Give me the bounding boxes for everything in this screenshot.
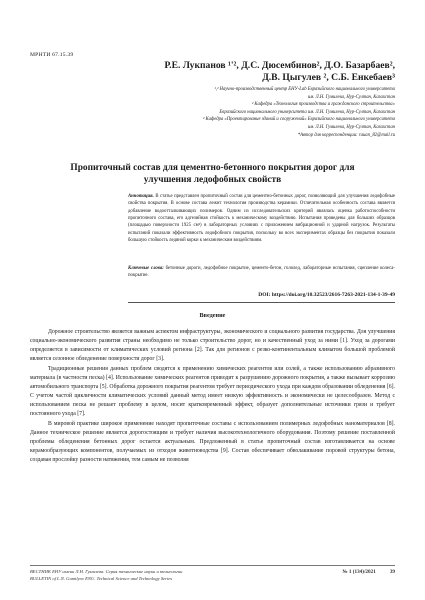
paragraph: В мировой практике широкое применение находят пропиточные составы с использованием полимерных ледофобных наноматериалов [8]. Данное техническое решение является дорогостоящим и требует наличия высокотехнологичного оборудования. Поэтому решение поставленной проблемы обледенения бетонных дорог остается актуальным. Предложенный в статье пропиточный состав изготавливается на основе керамообразующих компонентов, получаемых из отходов животноводства [9]. Состав обеспечивает обволакивание поровой структуры бетона, создавая прослойку разности натяжения, тем самым не позволяя (30, 420, 395, 464)
affiliation-line: ² Кафедра «Технология производства и гражданского строительства» (251, 102, 395, 108)
footer-divider (30, 565, 395, 566)
divider (128, 302, 395, 303)
journal-name (30, 568, 182, 582)
authors (95, 60, 395, 84)
affiliation-line: им. Л.Н. Гумилева, Нур-Султан, Казахстан (307, 94, 395, 100)
authors-line-1: Р.Е. Лукпанов ¹'², Д.С. Дюсембинов², Д.О. Базарбаев², (164, 60, 395, 71)
keywords-label: Ключевые слова: (128, 266, 164, 271)
issue-info (328, 569, 395, 575)
affiliation-line: Евразийского национального университета им. Л.Н. Гумилева, Нур-Султан, Казахстан (219, 109, 395, 115)
affiliation-line: им. Л.Н. Гумилева, Нур-Султан, Казахстан (307, 124, 395, 130)
authors-line-2: Д.В. Цыгулев ², С.Б. Енкебаев³ (262, 72, 395, 83)
journal-name-en: BULLETIN of L.N. Gumilyov ENU. Technical Science and Technology Series (30, 576, 173, 581)
abstract (128, 193, 395, 244)
affiliation-line: ³ Кафедра «Проектирование зданий и сооружений» Евразийского национального университета (202, 117, 395, 123)
paragraph: Дорожное строительство является важным аспектом инфраструктуры, экономического и социального развития государства. Для улучшения социально-экономического развития страны необходимо не только строительство дорог, но и качественный уход за ними [1]. Уход за дорогами определяется в зависимости от климатических условий региона [2]. Так для регионов с резко-континентальным климатом большой проблемой является сезонное обледенение поверхности дорог [3]. (30, 329, 395, 363)
journal-name-ru: ВЕСТНИК ЕНУ имени Л.Н. Гумилева. Серия технические науки и технологии (30, 569, 183, 574)
body-text (30, 328, 395, 465)
corresponding-author: *Автор для корреспонденции: rauan_82@mail.ru (297, 132, 395, 138)
keywords (128, 265, 395, 280)
keywords-text: бетонные дороги, ледофобное покрытие, цементо-бетон, гололед, лабораторные испытания, сцепление колеса-покрытие. (128, 266, 395, 279)
abstract-text: В статье представлен пропиточный состав для цементно-бетонных дорог, позволяющий для улучшения ледофобные свойства покрытия. В основе состава лежит технология производства керамики. Отличительная особенность состава является добавление водоотталкивающих полимеров. Одним из исследовательских критерий являлась оценка работоспособности пропиточного состава, его адгезийная стойкость к механическому воздействию. Испытания проведены для больших образцов (площадью поверхности 1925 см²) в лабораторных условиях с приложением вибрационной и ударной нагрузок. Результаты испытаний показали эффективность ледофобного покрытия, поскольку во всех экспериментах образцы без покрытия показали большую стойкость ледяной корки к механическим воздействиям. (128, 194, 396, 244)
mrnti-code: МРНТИ 67.15.39 (30, 52, 74, 58)
paragraph: Традиционные решения данных проблем сводятся к применению химических реагентов или солей, а также использованию абразивного материала (в частности песка) [4]. Использование химических реагентов приводит к разрушению дорожного покрытия, а также вызывает коррозию автомобильного транспорта [5]. Обработка дорожного покрытия реагентом требует периодического ухода при каждом образовании обледенения [6]. С учетом частой цикличности климатических условий данный метод имеет низкую эффективность и экономически не целесообразен. Метод с использованием песка не решает проблему в целом, носит кратковременный эффект, образует дополнительные источники грязи и требует постоянного ухода [7]. (30, 365, 395, 418)
affiliations (65, 86, 395, 139)
issue-number: № 1 (134)/2021 (342, 569, 376, 575)
title-line-1: Пропиточный состав для цементно-бетонного покрытия дорог для (70, 163, 355, 173)
page-number: 39 (389, 569, 395, 575)
abstract-label: Аннотация. (128, 194, 154, 199)
paper-title (30, 162, 395, 186)
title-line-2: улучшения ледофобных свойств (143, 175, 282, 185)
affiliation-line: ¹,² Научно-производственный центр ЕНУ-Lab Евразийского национального университета (214, 87, 395, 92)
section-title: Введение (199, 312, 226, 319)
doi-link[interactable]: DOI: https://doi.org/10.32523/2616-7263-2021-134-1-39-49 (258, 292, 395, 298)
